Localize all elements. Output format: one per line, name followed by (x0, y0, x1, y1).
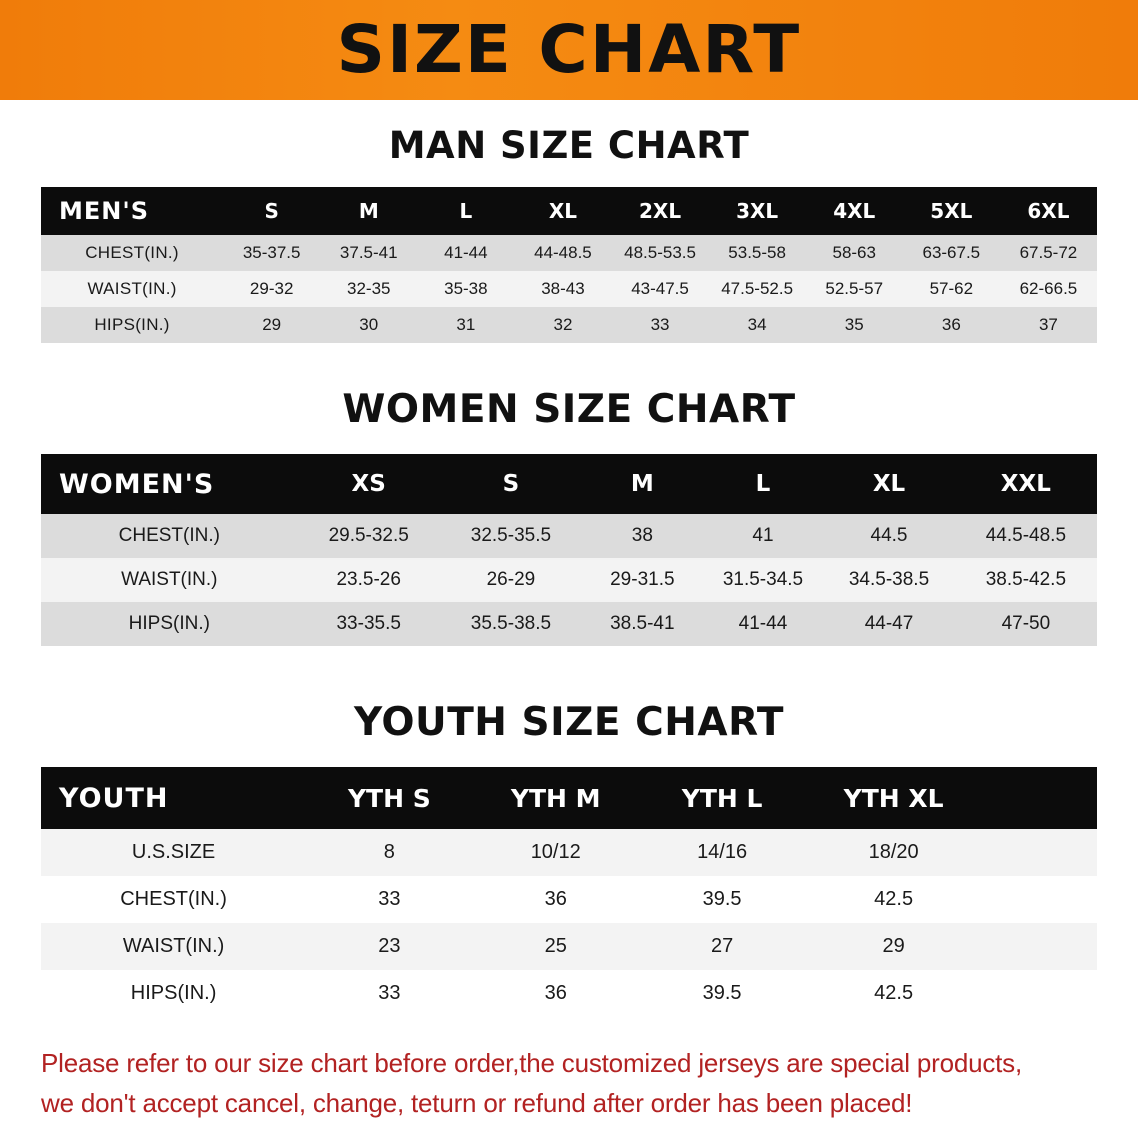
women-header-s: S (502, 471, 520, 497)
man-section-title: MAN SIZE CHART (388, 124, 750, 167)
table-cell: 26-29 (486, 569, 536, 590)
women-row-label-chest: CHEST(IN.) (118, 525, 220, 546)
table-cell: 38-43 (541, 279, 585, 298)
table-cell: 35 (844, 315, 864, 334)
man-table-header (41, 187, 1097, 235)
table-row (41, 235, 1097, 271)
table-cell: 63-67.5 (922, 243, 981, 262)
youth-size-table (41, 767, 1097, 1017)
women-table-header (41, 454, 1097, 514)
women-header-m: M (630, 471, 654, 497)
table-cell-empty (982, 923, 1097, 970)
page-banner (0, 0, 1138, 100)
women-header-xs: XS (351, 471, 386, 497)
youth-header-l: YTH L (681, 783, 763, 813)
table-cell: 62-66.5 (1019, 279, 1078, 298)
table-cell: 29.5-32.5 (328, 525, 409, 546)
youth-size-table-container (41, 767, 1097, 1017)
youth-table-header (41, 767, 1097, 829)
table-row (41, 602, 1097, 646)
table-row (41, 271, 1097, 307)
table-cell: 57-62 (929, 279, 974, 298)
table-cell: 8 (383, 841, 395, 863)
women-header-xl: XL (872, 471, 906, 497)
youth-header-m: YTH M (510, 783, 601, 813)
women-header-xxl: XXL (1000, 471, 1051, 497)
table-cell: 18/20 (868, 841, 919, 863)
disclaimer-line-1: Please refer to our size chart before order,the customized jerseys are special products, (41, 1048, 1023, 1078)
youth-row-label-waist: WAIST(IN.) (122, 935, 225, 957)
disclaimer-note (41, 1043, 1097, 1124)
youth-header-xl: YTH XL (843, 783, 944, 813)
youth-row-label-ussize: U.S.SIZE (131, 841, 216, 863)
women-header-label: WOMEN'S (59, 468, 215, 500)
table-cell: 34.5-38.5 (848, 569, 930, 590)
youth-row-label-hips: HIPS(IN.) (130, 982, 217, 1004)
table-cell: 33 (378, 888, 401, 910)
table-cell: 29-32 (249, 279, 294, 298)
man-header-5xl: 5XL (930, 199, 973, 223)
table-cell: 41 (752, 525, 774, 546)
youth-table-body (41, 829, 1097, 1017)
table-cell: 25 (544, 935, 567, 957)
table-cell: 48.5-53.5 (624, 243, 696, 262)
table-cell: 30 (359, 315, 379, 334)
table-cell-empty (982, 970, 1097, 1017)
table-cell: 32-35 (347, 279, 391, 298)
youth-row-label-chest: CHEST(IN.) (120, 888, 227, 910)
table-row (41, 307, 1097, 343)
table-row (41, 923, 1097, 970)
table-cell: 44.5 (870, 525, 908, 546)
table-cell: 44.5-48.5 (985, 525, 1067, 546)
table-cell: 58-63 (832, 243, 876, 262)
youth-header-label: YOUTH (59, 782, 169, 814)
man-header-m: M (358, 199, 379, 223)
table-header-row (41, 454, 1097, 514)
table-cell: 36 (544, 888, 567, 910)
man-header-4xl: 4XL (833, 199, 876, 223)
table-cell: 29 (882, 935, 905, 957)
table-cell: 39.5 (702, 982, 742, 1004)
table-row (41, 876, 1097, 923)
table-cell: 47-50 (1001, 613, 1051, 634)
man-header-3xl: 3XL (736, 199, 779, 223)
table-cell: 41-44 (738, 613, 788, 634)
table-row (41, 514, 1097, 558)
man-row-label-chest: CHEST(IN.) (85, 243, 179, 262)
women-size-table (41, 454, 1097, 646)
table-cell: 44-47 (864, 613, 914, 634)
table-row (41, 558, 1097, 602)
women-size-table-container (41, 454, 1097, 646)
man-header-s: S (264, 199, 279, 223)
table-cell: 53.5-58 (728, 243, 786, 262)
table-cell: 36 (544, 982, 567, 1004)
women-header-l: L (755, 471, 771, 497)
table-cell: 31.5-34.5 (722, 569, 804, 590)
youth-section-title: YOUTH SIZE CHART (354, 700, 784, 745)
table-cell: 42.5 (874, 888, 914, 910)
table-cell-empty (982, 829, 1097, 876)
table-cell: 47.5-52.5 (721, 279, 794, 298)
man-header-l: L (459, 199, 473, 223)
table-cell: 38.5-41 (610, 613, 675, 634)
man-size-table (41, 187, 1097, 343)
man-header-6xl: 6XL (1027, 199, 1070, 223)
table-cell: 37 (1038, 315, 1058, 334)
man-header-xl: XL (548, 199, 578, 223)
table-cell: 38.5-42.5 (985, 569, 1067, 590)
table-cell: 35.5-38.5 (470, 613, 552, 634)
page-title: SIZE CHART (336, 11, 802, 88)
women-table-body (41, 514, 1097, 646)
table-cell: 14/16 (697, 841, 748, 863)
table-cell: 31 (456, 315, 476, 334)
table-cell: 41-44 (444, 243, 488, 262)
table-cell: 42.5 (874, 982, 914, 1004)
table-cell: 44-48.5 (534, 243, 592, 262)
table-cell: 23.5-26 (336, 569, 401, 590)
women-row-label-hips: HIPS(IN.) (128, 613, 210, 634)
table-cell: 36 (941, 315, 961, 334)
man-row-label-waist: WAIST(IN.) (87, 279, 177, 298)
table-cell: 23 (378, 935, 401, 957)
man-row-label-hips: HIPS(IN.) (94, 315, 170, 334)
disclaimer-line-2: we don't accept cancel, change, teturn or refund after order has been placed! (41, 1088, 913, 1119)
table-cell: 39.5 (702, 888, 742, 910)
man-table-body (41, 235, 1097, 343)
women-row-label-waist: WAIST(IN.) (121, 569, 218, 590)
man-header-2xl: 2XL (639, 199, 682, 223)
man-size-table-container (41, 187, 1097, 343)
table-row (41, 970, 1097, 1017)
table-cell: 29 (262, 315, 282, 334)
table-cell: 33 (650, 315, 670, 334)
table-cell: 33-35.5 (336, 613, 401, 634)
table-cell: 38 (631, 525, 653, 546)
man-header-label: MEN'S (59, 197, 149, 225)
table-cell: 35-38 (444, 279, 488, 298)
table-cell: 37.5-41 (339, 243, 398, 262)
table-header-row (41, 767, 1097, 829)
table-cell-empty (982, 876, 1097, 923)
table-cell: 27 (710, 935, 734, 957)
table-cell: 43-47.5 (631, 279, 689, 298)
table-header-row (41, 187, 1097, 235)
table-cell: 29-31.5 (610, 569, 675, 590)
table-cell: 34 (747, 315, 767, 334)
table-row (41, 829, 1097, 876)
table-cell: 52.5-57 (825, 279, 884, 298)
women-section-title: WOMEN SIZE CHART (342, 387, 796, 432)
table-cell: 67.5-72 (1019, 243, 1078, 262)
youth-header-s: YTH S (347, 783, 431, 813)
table-cell: 35-37.5 (242, 243, 301, 262)
table-cell: 10/12 (530, 841, 581, 863)
table-cell: 32 (553, 315, 573, 334)
table-cell: 32.5-35.5 (470, 525, 552, 546)
table-cell: 33 (378, 982, 401, 1004)
youth-header-spacer (982, 767, 1097, 829)
